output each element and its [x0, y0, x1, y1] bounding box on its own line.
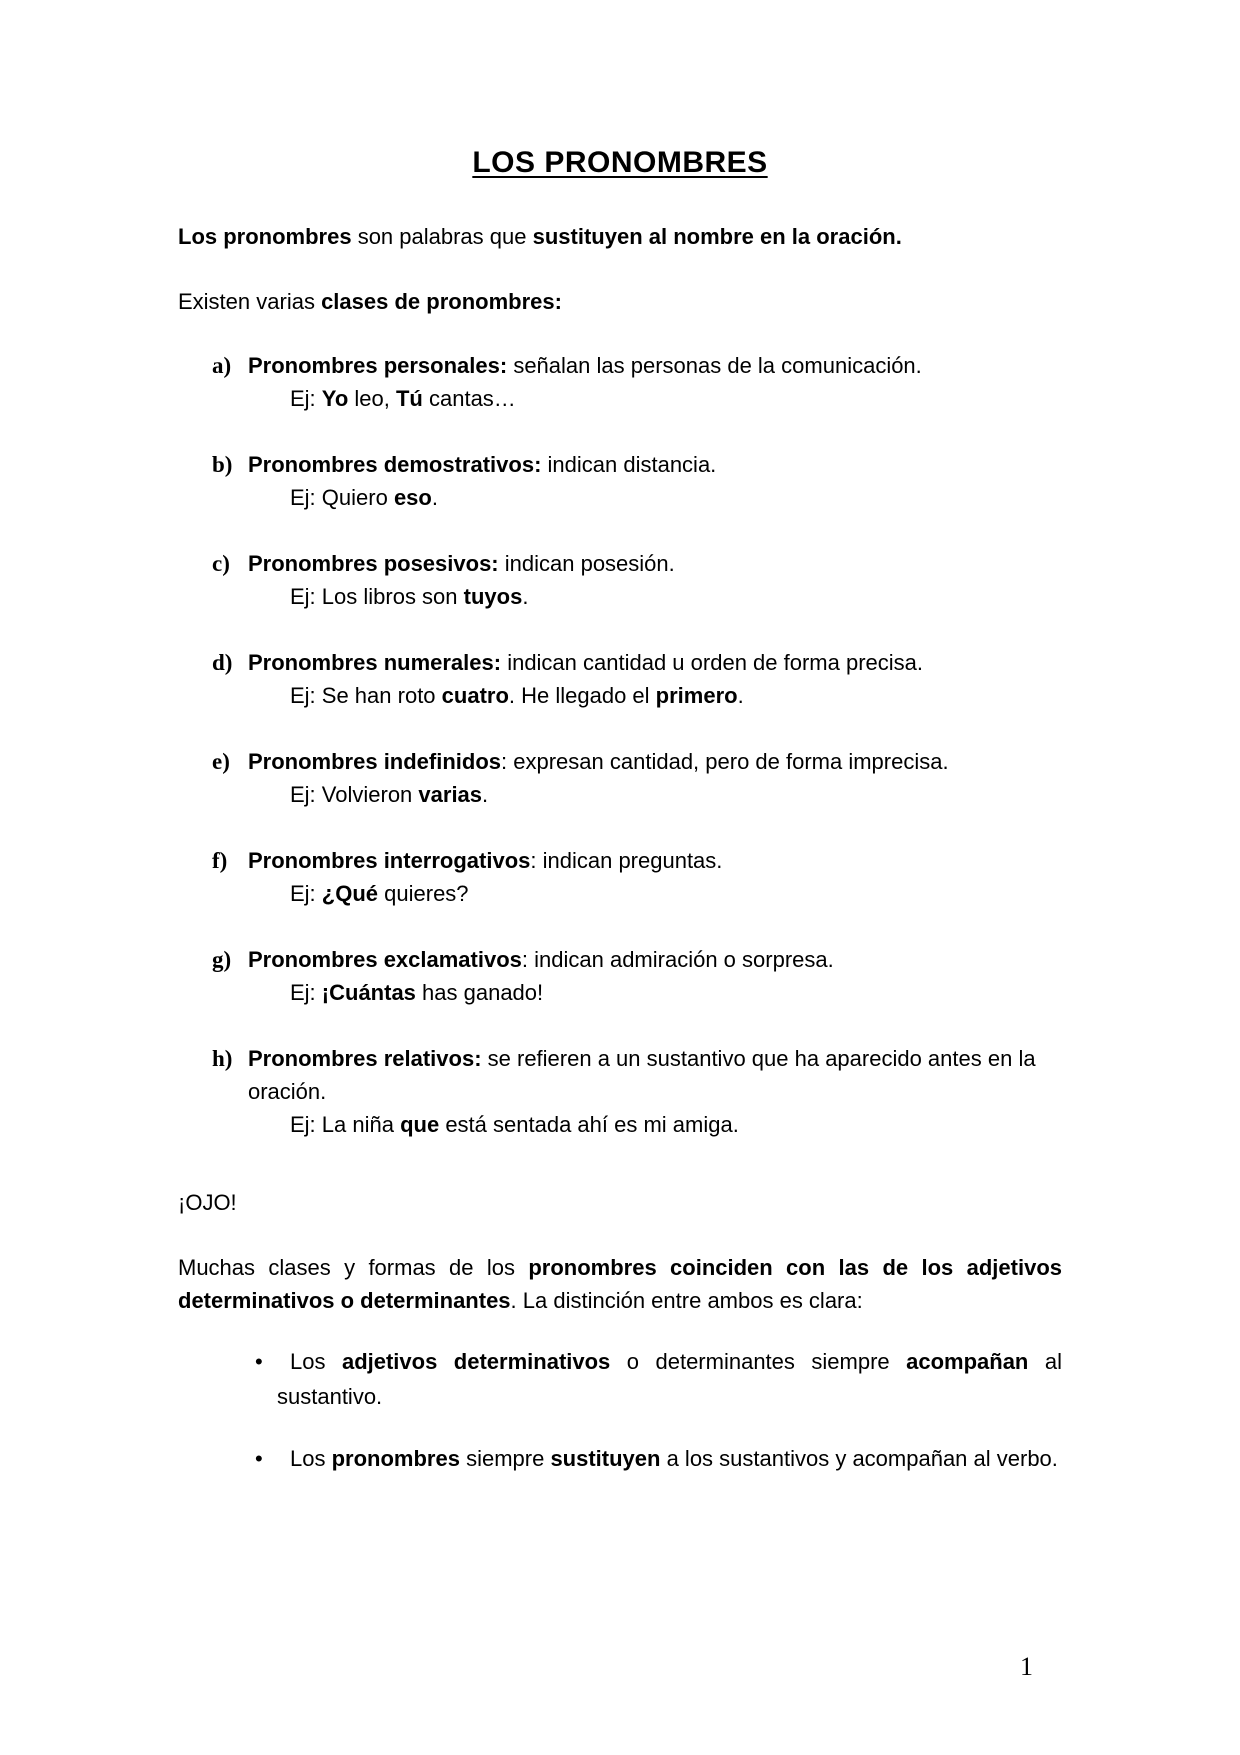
pronoun-example-line: Ej: Los libros son tuyos.: [290, 584, 529, 609]
pronoun-type-item: [178, 448, 1062, 514]
intro-paragraph: Los pronombres son palabras que sustituyen al nombre en la oración.: [178, 224, 902, 249]
distinction-bullets: [178, 1344, 1062, 1476]
document-title: LOS PRONOMBRES: [472, 146, 768, 179]
pronoun-example-line: Ej: Quiero eso.: [290, 485, 438, 510]
pronoun-types-list: [178, 349, 1062, 1141]
list-item-marker: e): [212, 749, 230, 774]
pronoun-type-item: [178, 844, 1062, 910]
pronoun-example-line: Ej: Volvieron varias.: [290, 782, 489, 807]
list-item-marker: a): [212, 353, 232, 378]
pronoun-type-item: [178, 646, 1062, 712]
bullet-item: [178, 1441, 1062, 1476]
bullet-item: [178, 1344, 1062, 1414]
bullet-text: Los adjetivos determinativos o determinantes siempre acompañan al sustantivo.: [277, 1349, 1062, 1409]
pronoun-example-line: Ej: Se han roto cuatro. He llegado el primero.: [290, 683, 744, 708]
list-item-marker: h): [212, 1046, 233, 1071]
pronoun-example-line: Ej: ¡Cuántas has ganado!: [290, 980, 544, 1005]
ojo-paragraph: Muchas clases y formas de los pronombres coinciden con las de los adjetivos determinativos o determinantes. La distinción entre ambos es clara:: [178, 1255, 1062, 1313]
bullet-dot: •: [255, 1349, 263, 1374]
list-item-marker: f): [212, 848, 228, 873]
classes-intro-line: Existen varias clases de pronombres:: [178, 289, 562, 314]
pronoun-type-heading: Pronombres indefinidos: expresan cantidad, pero de forma imprecisa.: [248, 749, 949, 774]
list-item-marker: g): [212, 947, 232, 972]
pronoun-type-heading: Pronombres posesivos: indican posesión.: [248, 551, 675, 576]
pronoun-type-item: [178, 547, 1062, 613]
pronoun-type-item: [178, 943, 1062, 1009]
list-item-marker: c): [212, 551, 230, 576]
list-item-marker: d): [212, 650, 233, 675]
pronoun-type-heading: Pronombres personales: señalan las personas de la comunicación.: [248, 353, 922, 378]
pronoun-type-heading: Pronombres relativos: se refieren a un sustantivo que ha aparecido antes en la oración.: [248, 1046, 1036, 1104]
pronoun-type-heading: Pronombres numerales: indican cantidad u orden de forma precisa.: [248, 650, 923, 675]
page-number: 1: [1020, 1652, 1033, 1681]
pronoun-example-line: Ej: La niña que está sentada ahí es mi amiga.: [290, 1112, 739, 1137]
bullet-dot: •: [255, 1446, 263, 1471]
pronoun-type-item: [178, 745, 1062, 811]
pronoun-type-item: [178, 1042, 1062, 1141]
pronoun-example-line: Ej: Yo leo, Tú cantas…: [290, 386, 516, 411]
pronoun-type-heading: Pronombres demostrativos: indican distancia.: [248, 452, 717, 477]
pronoun-type-heading: Pronombres exclamativos: indican admiración o sorpresa.: [248, 947, 834, 972]
pronoun-example-line: Ej: ¿Qué quieres?: [290, 881, 469, 906]
pronoun-type-item: [178, 349, 1062, 415]
ojo-heading: ¡OJO!: [178, 1190, 237, 1215]
pronoun-type-heading: Pronombres interrogativos: indican preguntas.: [248, 848, 723, 873]
list-item-marker: b): [212, 452, 233, 477]
bullet-text: Los pronombres siempre sustituyen a los sustantivos y acompañan al verbo.: [290, 1446, 1058, 1471]
